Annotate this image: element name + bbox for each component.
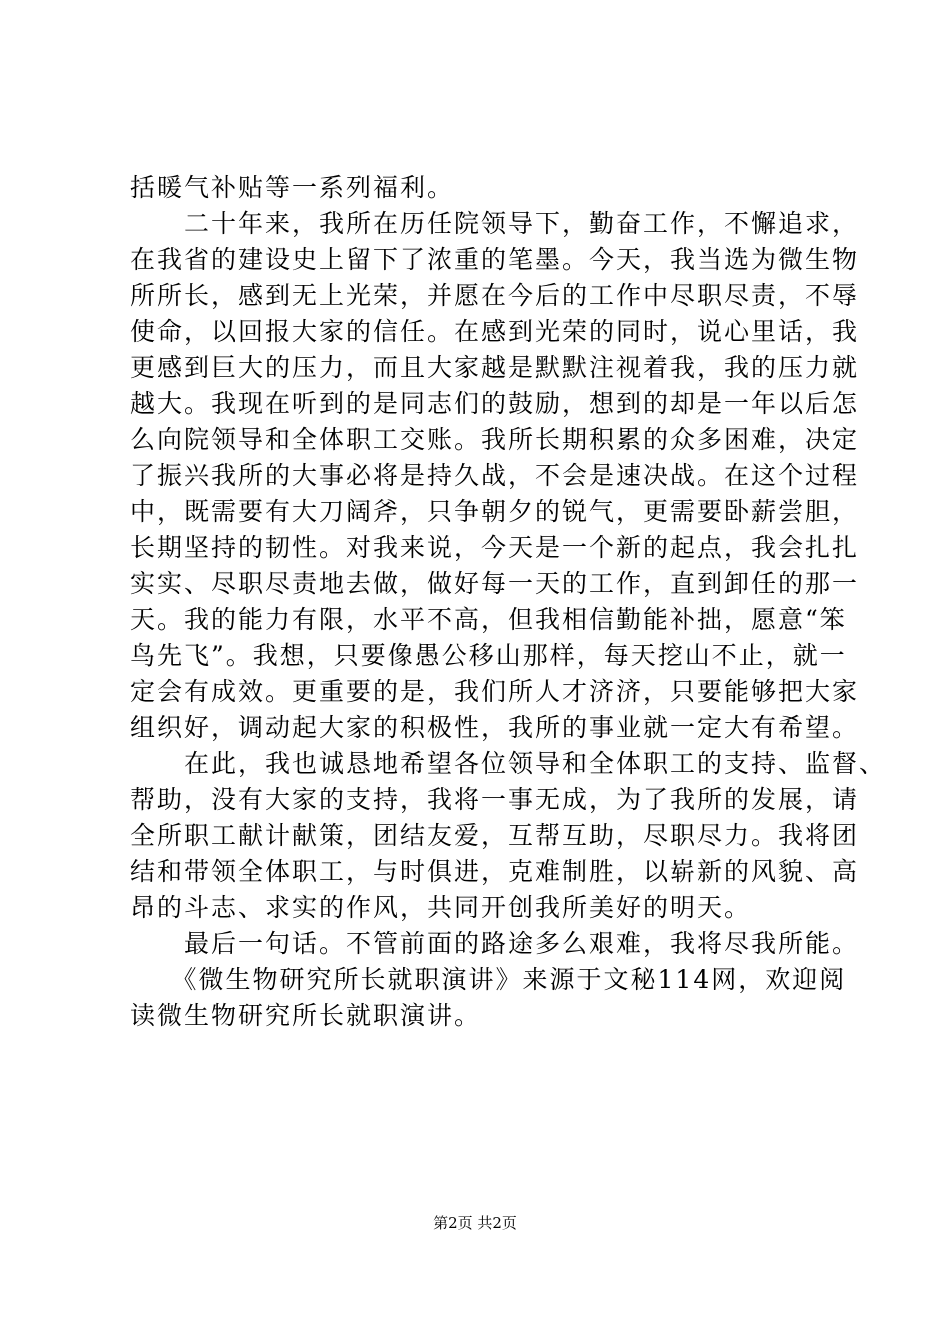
text-line: 天。我的能力有限，水平不高，但我相信勤能补拙，愿意“笨 (130, 605, 847, 634)
text-line: 帮助，没有大家的支持，我将一事无成，为了我所的发展，请 (130, 785, 860, 814)
text-line: 在此，我也诚恳地希望各位领导和全体职工的支持、监督、 (130, 749, 887, 778)
text-line: 越大。我现在听到的是同志们的鼓励，想到的却是一年以后怎 (130, 389, 860, 418)
page-footer (0, 1213, 950, 1233)
text-line: 组织好，调动起大家的积极性，我所的事业就一定大有希望。 (130, 713, 860, 742)
text-line: 全所职工献计献策，团结友爱，互帮互助，尽职尽力。我将团 (130, 821, 860, 850)
text-line: 么向院领导和全体职工交账。我所长期积累的众多困难，决定 (130, 425, 860, 454)
text-line: 结和带领全体职工，与时俱进，克难制胜，以崭新的风貌、高 (130, 857, 860, 886)
text-line: 最后一句话。不管前面的路途多么艰难，我将尽我所能。 (130, 929, 860, 958)
text-line: 了振兴我所的大事必将是持久战，不会是速决战。在这个过程 (130, 461, 860, 490)
text-line: 更感到巨大的压力，而且大家越是默默注视着我，我的压力就 (130, 353, 860, 382)
text-line: 鸟先飞”。我想，只要像愚公移山那样，每天挖山不止，就一 (130, 641, 847, 670)
text-line: 使命，以回报大家的信任。在感到光荣的同时，说心里话，我 (130, 317, 860, 346)
text-line: 实实、尽职尽责地去做，做好每一天的工作，直到卸任的那一 (130, 569, 860, 598)
text-line: 昂的斗志、求实的作风，共同开创我所美好的明天。 (130, 893, 752, 922)
text-line: 读微生物研究所长就职演讲。 (130, 1001, 482, 1030)
text-line: 《微生物研究所长就职演讲》来源于文秘114网，欢迎阅 (130, 965, 847, 994)
text-line: 所所长，感到无上光荣，并愿在今后的工作中尽职尽责，不辱 (130, 281, 860, 310)
text-line: 二十年来，我所在历任院领导下，勤奋工作，不懈追求， (130, 209, 860, 238)
text-line: 中，既需要有大刀阔斧，只争朝夕的锐气，更需要卧薪尝胆， (130, 497, 860, 526)
text-line: 长期坚持的韧性。对我来说，今天是一个新的起点，我会扎扎 (130, 533, 860, 562)
text-line: 括暖气补贴等一系列福利。 (130, 173, 455, 202)
text-line: 定会有成效。更重要的是，我们所人才济济，只要能够把大家 (130, 677, 860, 706)
text-line: 在我省的建设史上留下了浓重的笔墨。今天，我当选为微生物 (130, 245, 860, 274)
speech-body-text (130, 170, 887, 1034)
page-number: 第2页 共2页 (433, 1214, 517, 1232)
